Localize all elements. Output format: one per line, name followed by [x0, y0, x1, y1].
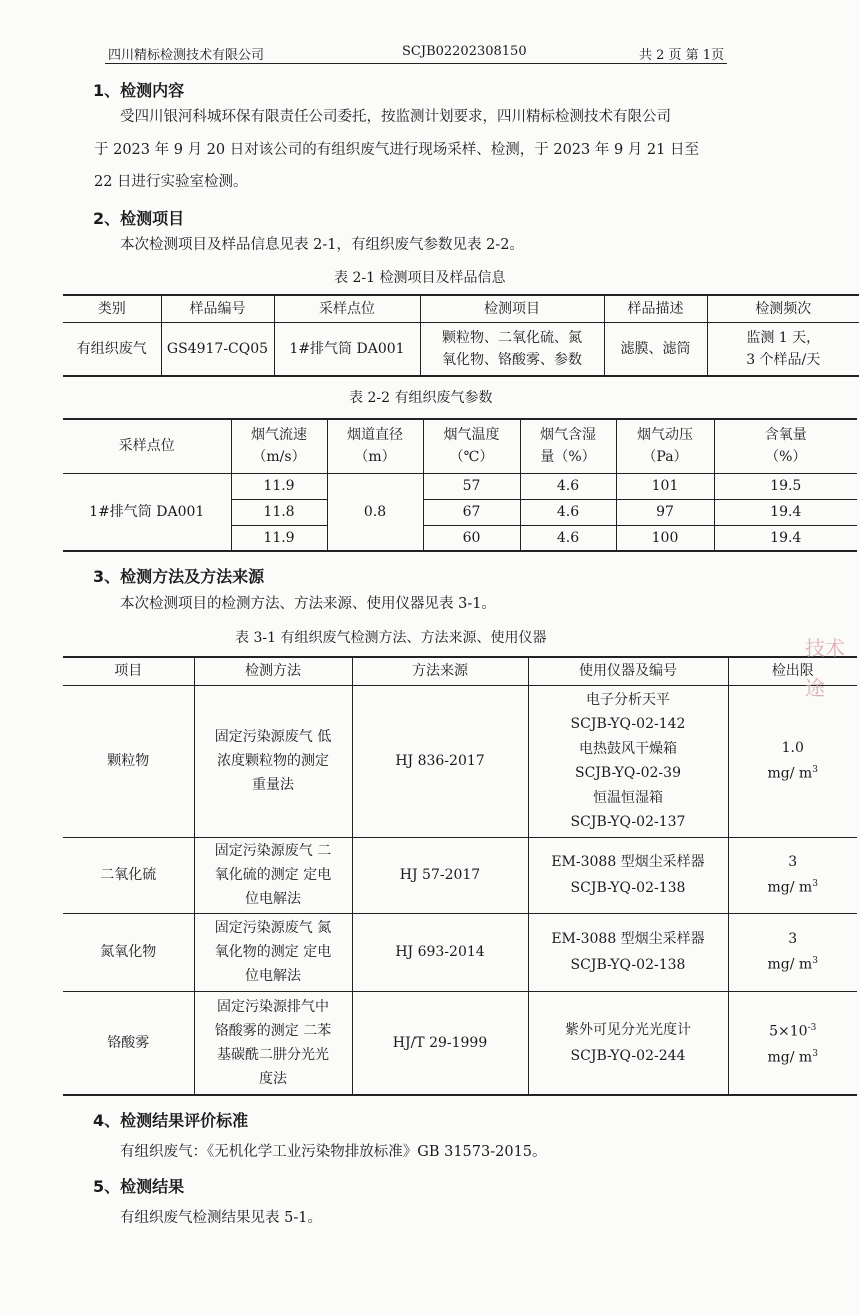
- method-line: 固定污染源废气 二: [214, 843, 332, 859]
- unit-text: mg/ m: [767, 765, 813, 782]
- section-2-title: 2、检测项目: [93, 209, 185, 228]
- method-line: 固定污染源排气中: [217, 998, 329, 1015]
- table-2-2-caption: 表 2-2 有组织废气参数: [349, 390, 493, 406]
- cell-oxy: 19.5: [714, 473, 857, 499]
- method-line: 铬酸雾的测定 二苯: [214, 1022, 332, 1039]
- col-header-line-2: （%）: [765, 449, 807, 466]
- method-line: 度法: [259, 1070, 287, 1087]
- method-line: 固定污染源废气 氮: [214, 920, 332, 936]
- cell-speed: 11.9: [231, 525, 327, 551]
- col-header-line-2: （m/s）: [252, 449, 306, 466]
- col-header: 方法来源: [352, 657, 528, 685]
- method-line: 位电解法: [245, 968, 301, 984]
- col-header: 检出限: [728, 657, 857, 685]
- col-header: 检测项目: [420, 295, 604, 322]
- limit-value: [729, 1017, 858, 1043]
- table-row: [63, 991, 857, 1095]
- cell-source: HJ/T 29-1999: [352, 991, 528, 1095]
- col-header: [231, 419, 327, 473]
- cell-temp: 57: [423, 473, 520, 499]
- cell-instrument: [528, 837, 728, 913]
- table-row: [63, 913, 857, 991]
- table-row: [63, 685, 857, 837]
- section-1-line-3: 22 日进行实验室检测。: [94, 174, 248, 190]
- instrument-line: EM-3088 型烟尘采样器: [551, 931, 705, 947]
- cell-instrument: [528, 913, 728, 991]
- header-company: 四川精标检测技术有限公司: [108, 48, 265, 63]
- cell-desc: 滤膜、滤筒: [604, 322, 707, 376]
- instrument-line: SCJB-YQ-02-39: [575, 765, 681, 781]
- col-header: 检测方法: [194, 657, 352, 685]
- col-header: [520, 419, 616, 473]
- unit-text: mg/ m: [767, 1049, 813, 1066]
- cell-limit: [728, 837, 857, 913]
- cell-sample-no: GS4917-CQ05: [161, 322, 274, 376]
- table-2-1-header-row: [63, 295, 859, 322]
- cell-items: [420, 322, 604, 376]
- cell-freq: [707, 322, 859, 376]
- col-header: 检测频次: [707, 295, 859, 322]
- instrument-line: 恒温恒湿箱: [593, 789, 663, 806]
- col-header-line-2: （m）: [354, 449, 396, 466]
- instrument-line: SCJB-YQ-02-244: [570, 1047, 686, 1064]
- limit-value: 3: [788, 854, 798, 871]
- col-header-line-1: 烟道直径: [347, 427, 403, 444]
- cell-method: [194, 837, 352, 913]
- method-line: 位电解法: [245, 891, 301, 907]
- unit-sup: 3: [812, 765, 818, 776]
- method-line: 氧化物的测定 定电: [214, 944, 332, 960]
- col-header-line-1: 烟气流速: [251, 427, 307, 444]
- col-header: 样品描述: [604, 295, 707, 322]
- cell-moist: 4.6: [520, 525, 616, 551]
- limit-value: 3: [788, 931, 798, 948]
- cell-item: 氮氧化物: [63, 913, 194, 991]
- table-3-1-header-row: [63, 657, 857, 685]
- cell-press: 97: [616, 499, 714, 525]
- section-1-line-1: 受四川银河科城环保有限责任公司委托，按监测计划要求，四川精标检测技术有限公司: [120, 109, 671, 125]
- cell-moist: 4.6: [520, 499, 616, 525]
- cell-freq-line-1: 监测 1 天，: [746, 329, 821, 346]
- col-header-line-2: （Pa）: [642, 449, 688, 466]
- method-line: 氧化硫的测定 定电: [214, 867, 332, 883]
- table-2-2-header-row: [63, 419, 857, 473]
- limit-unit: [729, 759, 858, 785]
- col-header: 采样点位: [63, 419, 231, 473]
- section-3-text: 本次检测项目的检测方法、方法来源、使用仪器见表 3-1。: [120, 596, 496, 612]
- col-header-line-2: （℃）: [449, 449, 494, 466]
- col-header: 采样点位: [274, 295, 420, 322]
- section-3-title: 3、检测方法及方法来源: [93, 567, 265, 586]
- seal-stamp: [805, 628, 860, 710]
- cell-source: HJ 836-2017: [352, 685, 528, 837]
- cell-speed: 11.9: [231, 473, 327, 499]
- section-4-text: 有组织废气：《无机化学工业污染物排放标准》GB 31573-2015。: [120, 1144, 547, 1160]
- limit-sup: -3: [807, 1023, 817, 1034]
- cell-press: 100: [616, 525, 714, 551]
- unit-text: mg/ m: [767, 879, 813, 896]
- section-4-title: 4、检测结果评价标准: [93, 1111, 249, 1130]
- cell-limit: [728, 913, 857, 991]
- limit-unit: [729, 873, 858, 899]
- limit-text: 5×10: [769, 1023, 808, 1040]
- instrument-line: 电子分析天平: [586, 691, 670, 708]
- instrument-line: SCJB-YQ-02-137: [570, 814, 686, 830]
- table-3-1-caption: 表 3-1 有组织废气检测方法、方法来源、使用仪器: [235, 630, 547, 646]
- unit-sup: 3: [812, 956, 818, 967]
- col-header: 项目: [63, 657, 194, 685]
- col-header: [714, 419, 857, 473]
- col-header-line-1: 烟气温度: [443, 427, 500, 444]
- header-page: 共 2 页 第 1页: [639, 48, 725, 63]
- cell-instrument: [528, 685, 728, 837]
- col-header-line-1: 烟气含湿: [540, 427, 596, 444]
- cell-temp: 67: [423, 499, 520, 525]
- col-header: [327, 419, 423, 473]
- cell-method: [194, 685, 352, 837]
- cell-source: HJ 57-2017: [352, 837, 528, 913]
- section-5-title: 5、检测结果: [93, 1177, 185, 1196]
- seal-text: 途: [805, 676, 825, 700]
- section-1-title: 1、检测内容: [93, 81, 185, 100]
- cell-limit: [728, 991, 857, 1095]
- section-2-text: 本次检测项目及样品信息见表 2-1，有组织废气参数见表 2-2。: [120, 237, 524, 253]
- cell-method: [194, 913, 352, 991]
- limit-unit: [729, 950, 858, 976]
- cell-item: 二氧化硫: [63, 837, 194, 913]
- table-2-1-caption: 表 2-1 检测项目及样品信息: [334, 270, 506, 286]
- section-1-line-2: 于 2023 年 9 月 20 日对该公司的有组织废气进行现场采样、检测，于 2023 年 9 月 21 日至: [94, 142, 699, 158]
- cell-oxy: 19.4: [714, 499, 857, 525]
- col-header: [423, 419, 520, 473]
- seal-text: 技术: [805, 636, 845, 660]
- table-2-2: [63, 418, 857, 552]
- unit-sup: 3: [812, 879, 818, 890]
- instrument-line: SCJB-YQ-02-138: [570, 880, 686, 896]
- method-line: 浓度颗粒物的测定: [217, 753, 329, 769]
- instrument-line: SCJB-YQ-02-142: [570, 716, 686, 732]
- method-line: 固定污染源废气 低: [214, 729, 332, 745]
- instrument-line: 紫外可见分光光度计: [565, 1021, 691, 1038]
- cell-speed: 11.8: [231, 499, 327, 525]
- table-3-1: [63, 656, 857, 1096]
- col-header: 使用仪器及编号: [528, 657, 728, 685]
- cell-items-line-1: 颗粒物、二氧化硫、氮: [442, 329, 582, 346]
- col-header: 类别: [63, 295, 161, 322]
- table-row: [63, 837, 857, 913]
- col-header-line-1: 含氧量: [764, 427, 807, 444]
- method-line: 基碳酰二肼分光光: [217, 1046, 329, 1063]
- unit-text: mg/ m: [767, 956, 813, 973]
- unit-sup: 3: [812, 1048, 818, 1059]
- cell-point: 1#排气筒 DA001: [63, 473, 231, 551]
- section-5-text: 有组织废气检测结果见表 5-1。: [120, 1210, 322, 1226]
- limit-unit: [729, 1043, 858, 1069]
- cell-diameter: 0.8: [327, 473, 423, 551]
- table-2-1: [63, 294, 859, 377]
- cell-instrument: [528, 991, 728, 1095]
- col-header-line-1: 烟气动压: [637, 427, 693, 444]
- instrument-line: SCJB-YQ-02-138: [570, 957, 686, 973]
- method-line: 重量法: [252, 777, 294, 793]
- cell-oxy: 19.4: [714, 525, 857, 551]
- cell-point: 1#排气筒 DA001: [274, 322, 420, 376]
- col-header: [616, 419, 714, 473]
- cell-items-line-2: 氧化物、铬酸雾、参数: [442, 351, 582, 368]
- header-report-no: SCJB02202308150: [402, 44, 527, 59]
- instrument-line: 电热鼓风干燥箱: [579, 740, 677, 757]
- cell-freq-line-2: 3 个样品/天: [746, 351, 821, 368]
- col-header-line-2: 量（%）: [540, 449, 596, 466]
- cell-item: 颗粒物: [63, 685, 194, 837]
- col-header: 样品编号: [161, 295, 274, 322]
- limit-value: 1.0: [781, 740, 804, 757]
- cell-moist: 4.6: [520, 473, 616, 499]
- table-row: [63, 322, 859, 376]
- instrument-line: EM-3088 型烟尘采样器: [551, 854, 705, 870]
- cell-category: 有组织废气: [63, 322, 161, 376]
- cell-method: [194, 991, 352, 1095]
- cell-temp: 60: [423, 525, 520, 551]
- cell-press: 101: [616, 473, 714, 499]
- cell-item: 铬酸雾: [63, 991, 194, 1095]
- table-row: [63, 473, 857, 499]
- header-rule: [105, 63, 727, 64]
- cell-source: HJ 693-2014: [352, 913, 528, 991]
